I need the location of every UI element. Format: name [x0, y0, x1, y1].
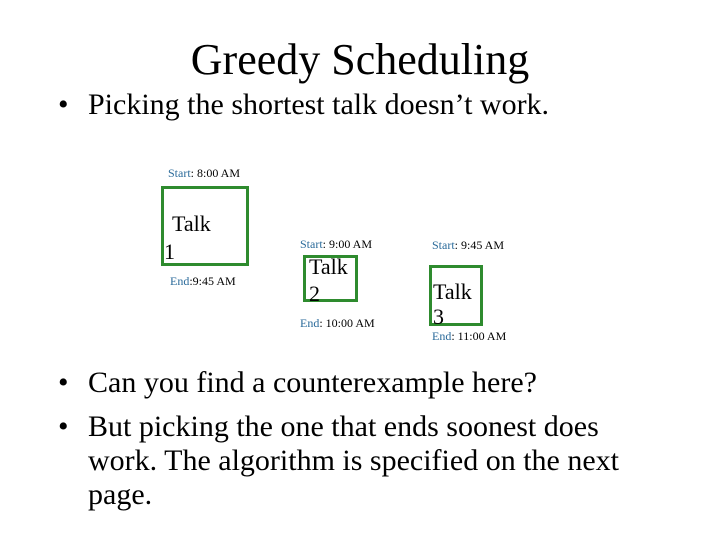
slide-title: Greedy Scheduling	[190, 35, 530, 84]
bullet-1	[58, 88, 678, 122]
start-time: : 8:00 AM	[190, 166, 241, 180]
talk-2-number: 2	[309, 281, 320, 306]
end-label: End	[300, 316, 320, 330]
talk-3-number: 3	[433, 304, 444, 329]
talk-1-end	[170, 274, 236, 288]
bullet-dot: •	[58, 88, 69, 121]
start-label: Start	[168, 166, 191, 180]
bullet-text: Can you find a counterexample here?	[88, 366, 537, 399]
bullet-text: Picking the shortest talk doesn’t work.	[88, 88, 550, 121]
bullet-3	[58, 410, 668, 512]
bullet-text: But picking the one that ends soonest does work. The algorithm is specified on the next page.	[88, 410, 619, 511]
talk-2-end	[300, 316, 375, 330]
start-time: : 9:00 AM	[322, 237, 373, 251]
talk-3-name: Talk	[433, 279, 472, 304]
bullet-dot: •	[58, 366, 69, 399]
end-label: End	[432, 329, 452, 343]
bullet-dot: •	[58, 410, 69, 443]
start-label: Start	[432, 238, 455, 252]
end-time: :9:45 AM	[189, 274, 236, 288]
end-label: End	[170, 274, 190, 288]
start-time: : 9:45 AM	[454, 238, 505, 252]
talk-1-number: 1	[164, 239, 175, 264]
talk-1-name: Talk	[172, 211, 211, 236]
talk-2-start	[300, 237, 372, 251]
end-time: : 11:00 AM	[451, 329, 507, 343]
talk-2-name: Talk	[309, 254, 348, 279]
start-label: Start	[300, 237, 323, 251]
talk-3-end	[432, 329, 506, 343]
bullet-2	[58, 366, 678, 400]
talk-1-start	[168, 166, 240, 180]
end-time: : 10:00 AM	[319, 316, 375, 330]
talk-3-start	[432, 238, 504, 252]
